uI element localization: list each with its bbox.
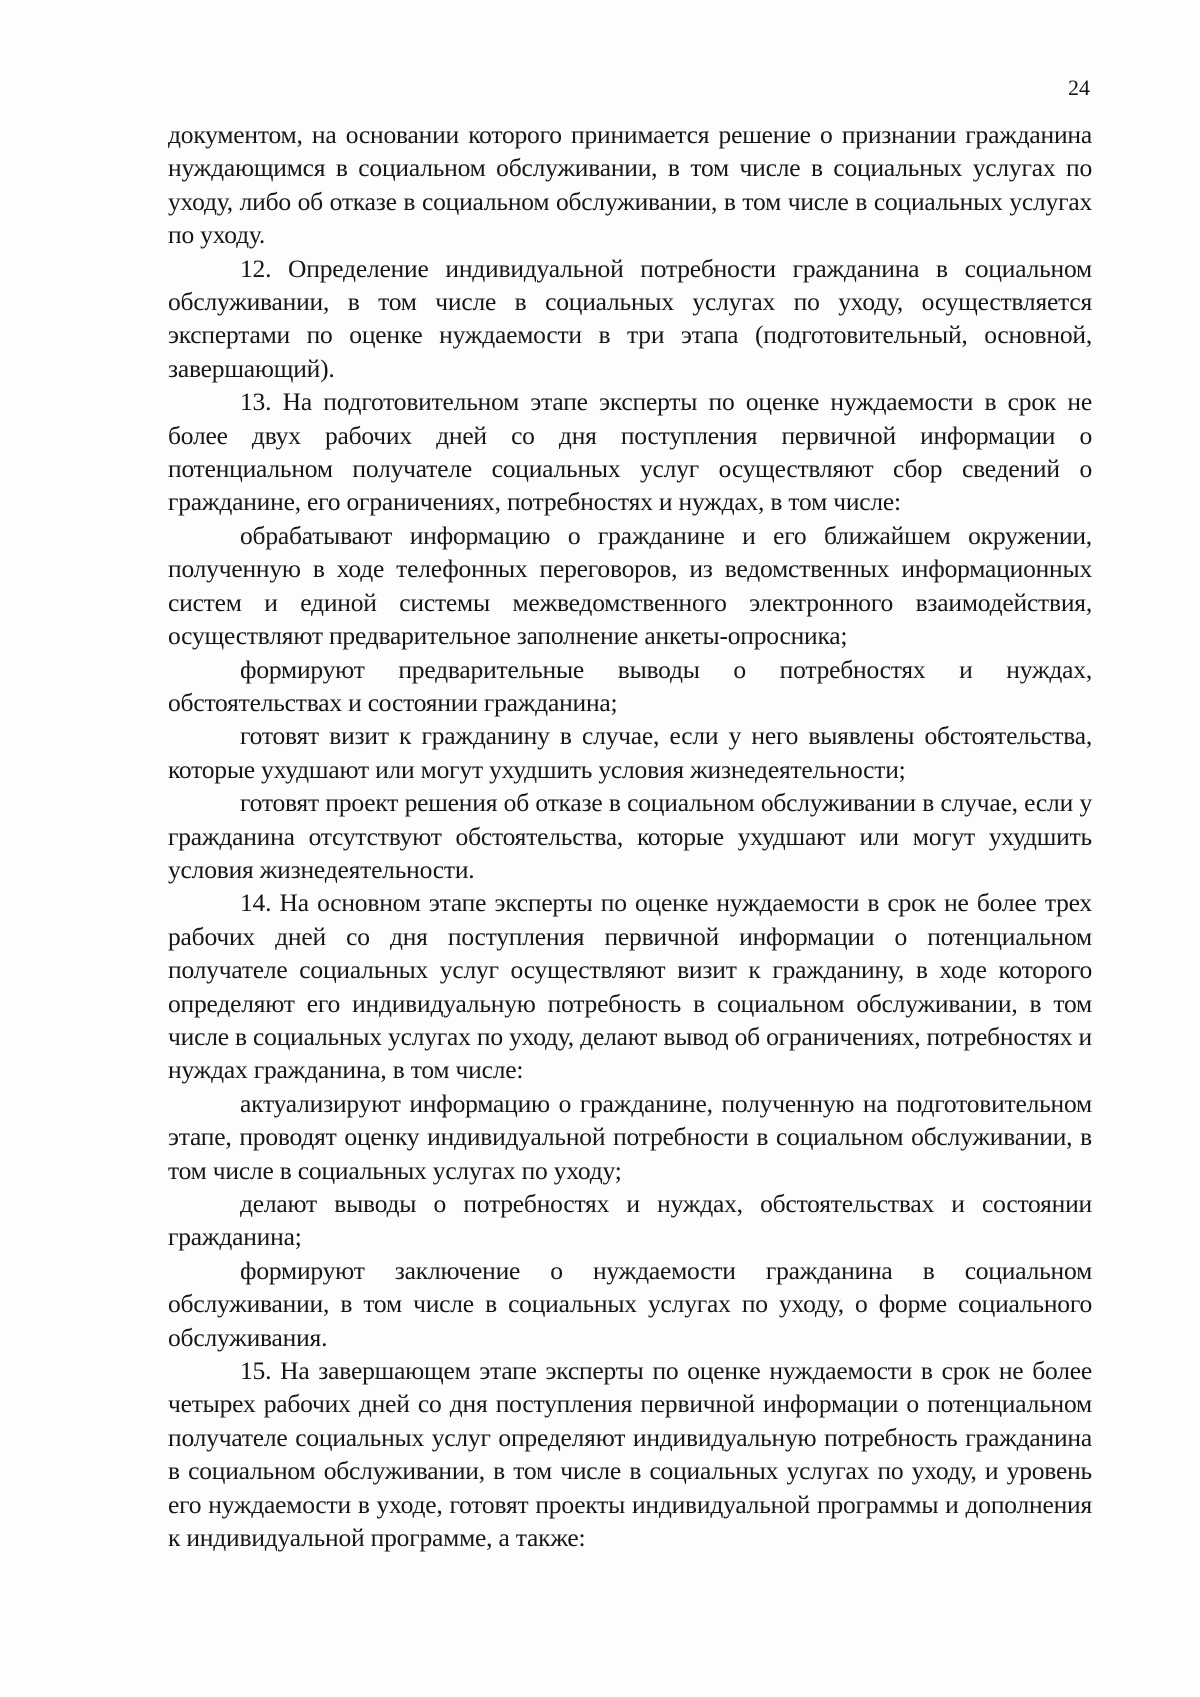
paragraph-14-item-conclusions: делают выводы о потребностях и нуждах, обстоятельствах и состоянии гражданина; bbox=[168, 1189, 1092, 1252]
paragraph-continuation: документом, на основании которого принимается решение о признании гражданина нуждающимся в социальном обслуживании, в том числе в социальных услугах по уходу, либо об отказе в социальном обслуживании, в том числе в социальных услугах по уходу. bbox=[168, 120, 1092, 250]
paragraph-13-item-process-info: обрабатывают информацию о гражданине и его ближайшем окружении, полученную в ходе телефонных переговоров, из ведомственных информационных систем и единой системы межведомственного электронного взаимодействия, осуществляют предварительное заполнение анкеты-опросника; bbox=[168, 520, 1092, 651]
page-number: 24 bbox=[1068, 75, 1090, 100]
paragraph-12: 12. Определение индивидуальной потребности гражданина в социальном обслуживании, в том числе в социальных услугах по уходу, осуществляется экспертами по оценке нуждаемости в три этапа (подготовительный, основной, завершающий). bbox=[168, 253, 1092, 383]
paragraph-14: 14. На основном этапе эксперты по оценке нуждаемости в срок не более трех рабочих дней со дня поступления первичной информации о потенциальном получателе социальных услуг осуществляют визит к гражданину, в ходе которого определяют его индивидуальную потребность в социальном обслуживании, в том числе в социальных услугах по уходу, делают вывод об ограничениях, потребностях и нуждах гражданина, в том числе: bbox=[168, 888, 1092, 1085]
paragraph-13-item-refusal-draft: готовят проект решения об отказе в социальном обслуживании в случае, если у гражданина отсутствуют обстоятельства, которые ухудшают или могут ухудшить условия жизнедеятельности. bbox=[168, 788, 1092, 884]
paragraph-13-item-preliminary-conclusions: формируют предварительные выводы о потребностях и нуждах, обстоятельствах и состоянии гражданина; bbox=[168, 654, 1092, 717]
paragraph-14-item-form-assessment: формируют заключение о нуждаемости гражданина в социальном обслуживании, в том числе в социальных услугах по уходу, о форме социального обслуживания. bbox=[168, 1255, 1092, 1352]
paragraph-13: 13. На подготовительном этапе эксперты по оценке нуждаемости в срок не более двух рабочих дней со дня поступления первичной информации о потенциальном получателе социальных услуг осуществляют сбор сведений о гражданине, его ограничениях, потребностях и нуждах, в том числе: bbox=[168, 387, 1092, 517]
document-body bbox=[168, 118, 1092, 1554]
paragraph-14-item-update-info: актуализируют информацию о гражданине, полученную на подготовительном этапе, проводят оценку индивидуальной потребности в социальном обслуживании, в том числе в социальных услугах по уходу; bbox=[168, 1088, 1092, 1185]
paragraph-15: 15. На завершающем этапе эксперты по оценке нуждаемости в срок не более четырех рабочих дней со дня поступления первичной информации о потенциальном получателе социальных услуг определяют индивидуальную потребность гражданина в социальном обслуживании, в том числе в социальных услугах по уходу, и уровень его нуждаемости в уходе, готовят проекты индивидуальной программы и дополнения к индивидуальной программе, а также: bbox=[168, 1356, 1092, 1553]
paragraph-13-item-prepare-visit: готовят визит к гражданину в случае, если у него выявлены обстоятельства, которые ухудшают или могут ухудшить условия жизнедеятельности; bbox=[168, 721, 1092, 784]
